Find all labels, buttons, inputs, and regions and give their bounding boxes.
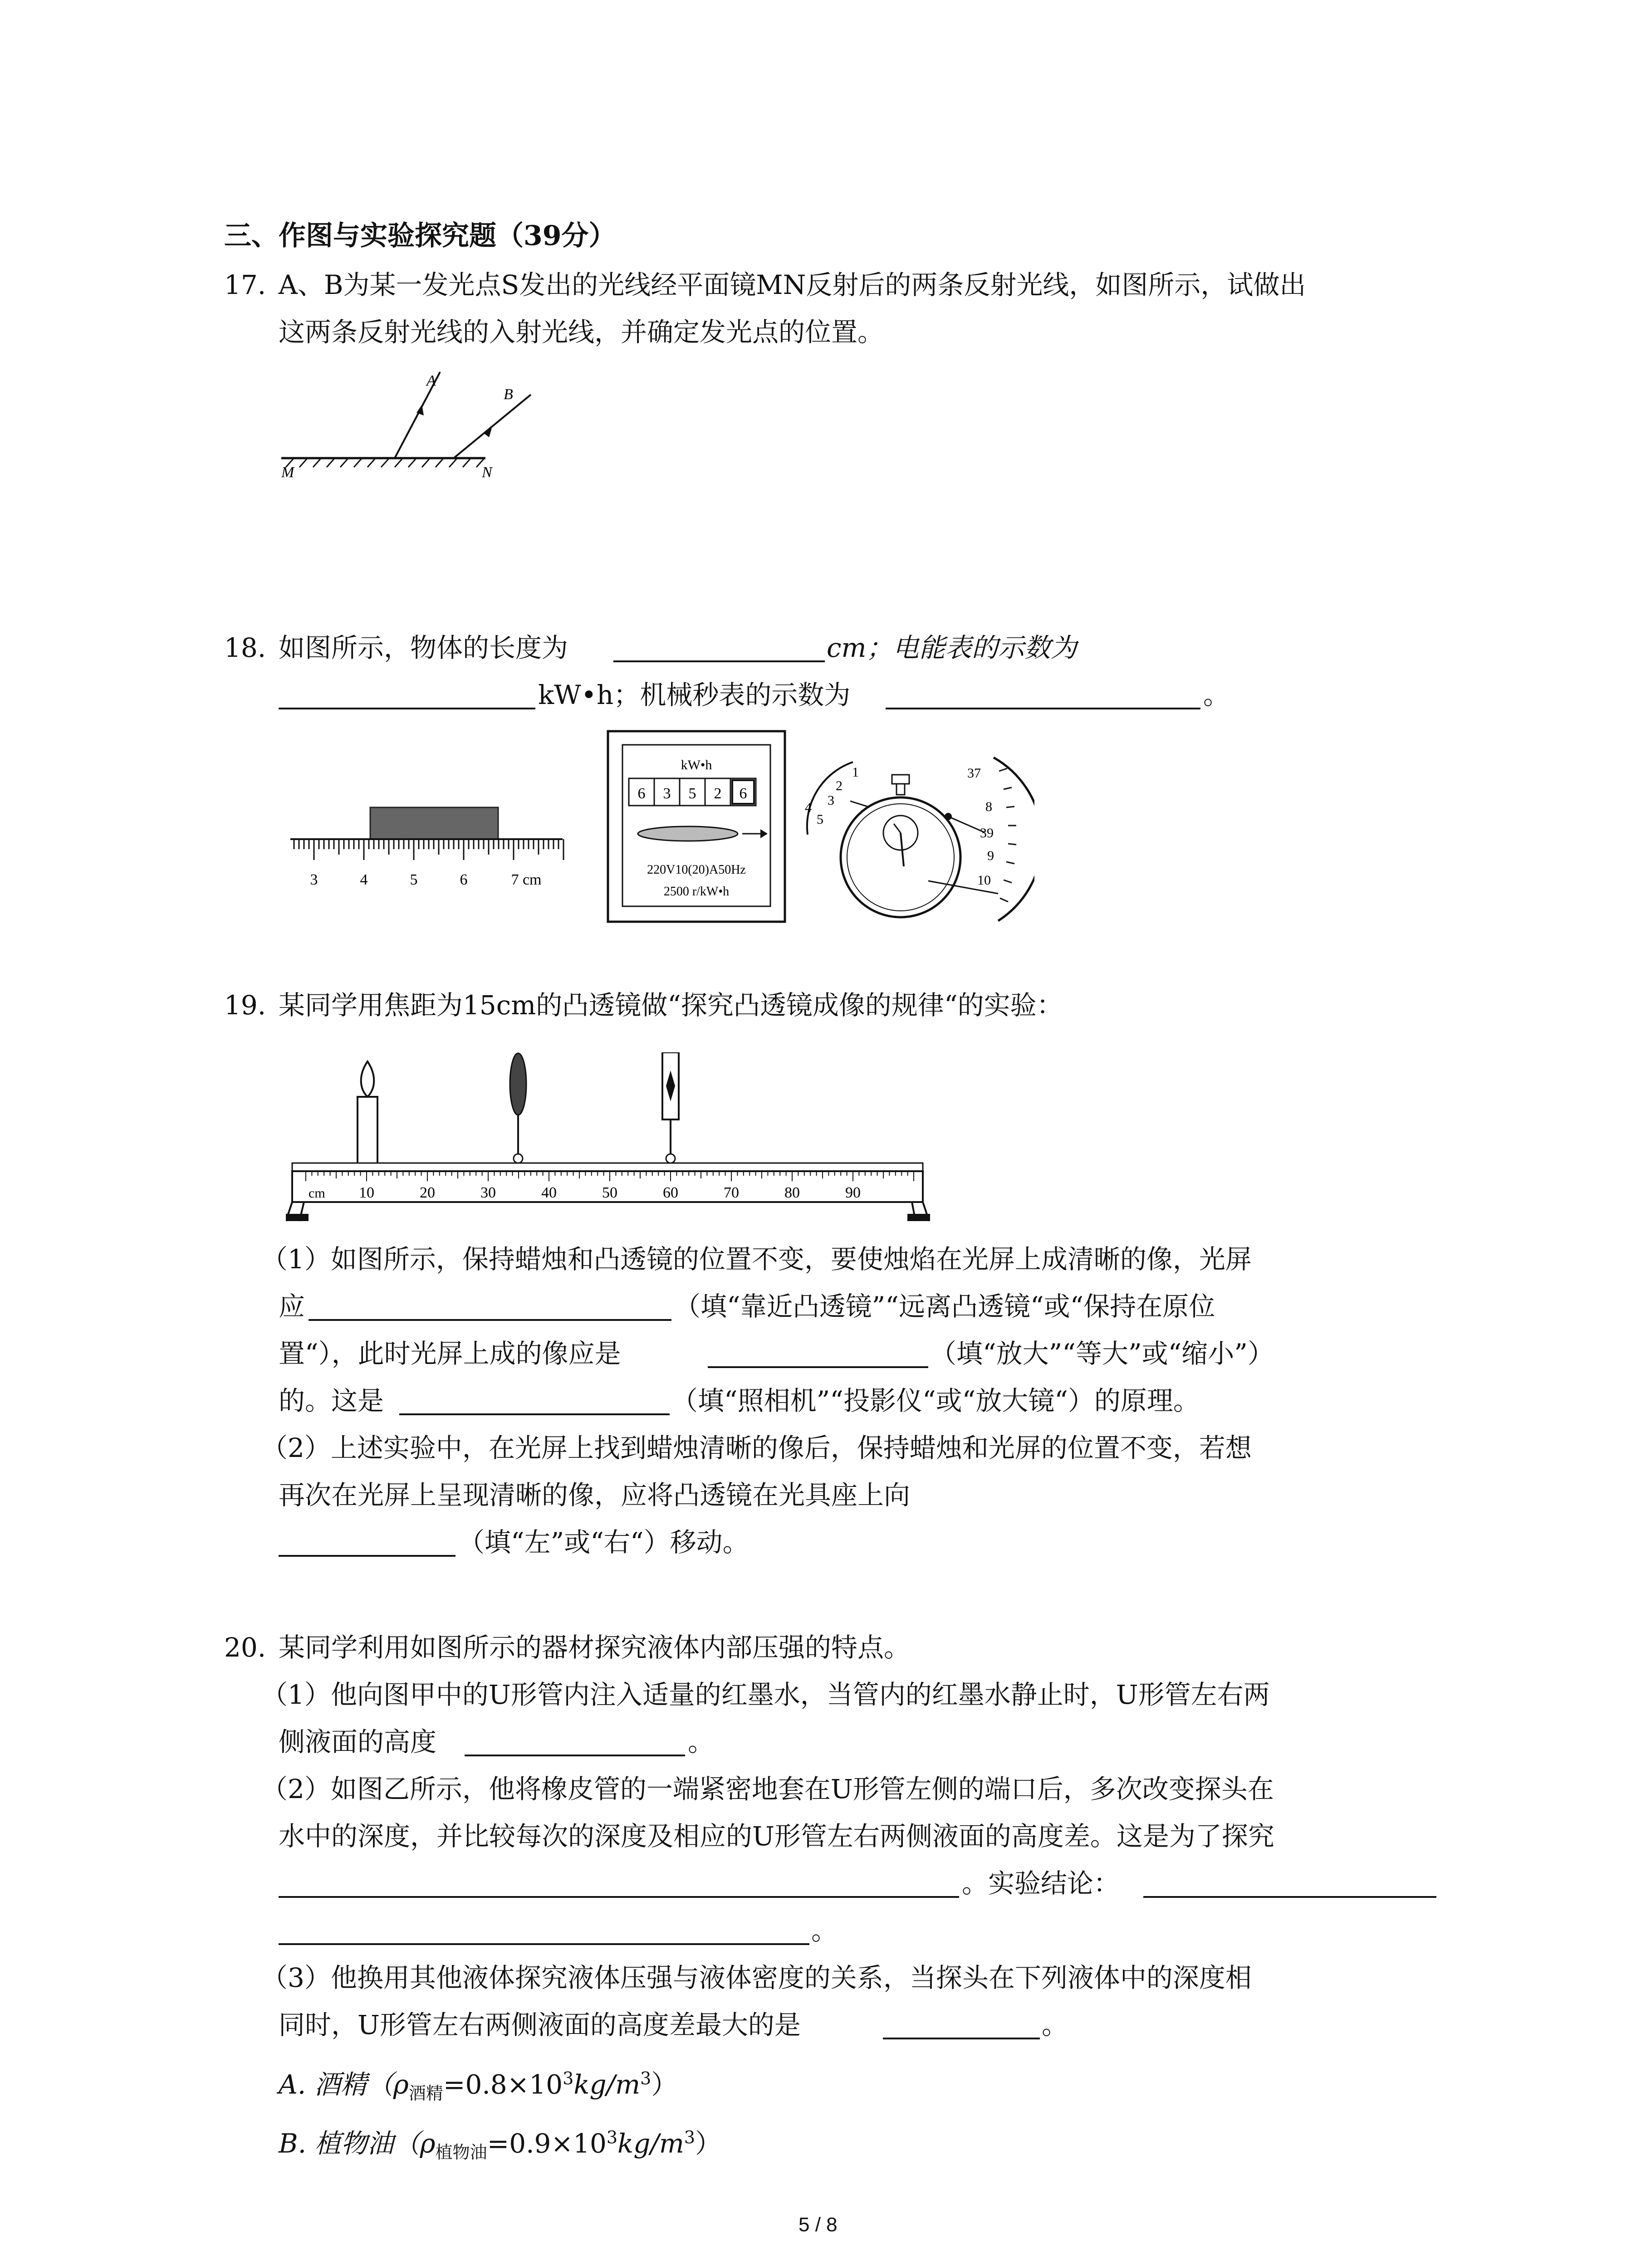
option-b-close: ） xyxy=(695,2128,722,2159)
label-b: B xyxy=(504,386,513,403)
small-dial-2: 2 xyxy=(836,778,843,793)
q18-line1-b: cm；电能表的示数为 xyxy=(827,632,1077,663)
meter-unit: kW•h xyxy=(681,758,712,772)
stopwatch-crown xyxy=(892,775,909,784)
answer-blank-device[interactable] xyxy=(399,1390,670,1415)
q19-p1-line1: （1）如图所示，保持蜡烛和凸透镜的位置不变，要使烛焰在光屏上成清晰的像，光屏 xyxy=(261,1244,1252,1275)
answer-blank-conclusion-2[interactable] xyxy=(279,1920,809,1945)
q20-p1-line2-b: 。 xyxy=(688,1726,715,1757)
option-b-value: =0.9×10 xyxy=(487,2128,607,2159)
q19-p1-line3-a: 置“），此时光屏上成的像应是 xyxy=(279,1338,621,1369)
bench-label-80: 80 xyxy=(784,1184,800,1201)
meter-digit-1: 6 xyxy=(637,785,646,802)
answer-blank-stopwatch[interactable] xyxy=(886,684,1200,709)
ruler-label-3: 3 xyxy=(310,871,318,888)
small-dial-5: 5 xyxy=(817,812,823,827)
q20-p2-line1: （2）如图乙所示，他将橡皮管的一端紧密地套在U形管左侧的端口后，多次改变探头在 xyxy=(261,1774,1274,1804)
big-dial-8: 8 xyxy=(985,799,992,814)
big-dial-10: 10 xyxy=(977,873,991,888)
answer-blank-height[interactable] xyxy=(465,1731,685,1756)
small-dial-4: 4 xyxy=(805,800,812,815)
ruler-label-5: 5 xyxy=(410,871,418,888)
meter-digit-4: 2 xyxy=(714,785,722,802)
bench-label-90: 90 xyxy=(845,1184,861,1201)
bench-label-50: 50 xyxy=(602,1184,617,1201)
answer-blank-image-size[interactable] xyxy=(708,1343,928,1368)
measured-object xyxy=(370,807,498,839)
q20-p2-line2: 水中的深度，并比较每次的深度及相应的U形管左右两侧液面的高度差。这是为了探究 xyxy=(279,1821,1274,1852)
q20-p3-line1: （3）他换用其他液体探究液体压强与液体密度的关系，当探头在下列液体中的深度相 xyxy=(261,1962,1252,1993)
q17-number: 17. xyxy=(224,269,266,300)
answer-blank-conclusion-1[interactable] xyxy=(1143,1872,1436,1898)
q20-p1-line2-a: 侧液面的高度 xyxy=(279,1726,437,1757)
answer-blank-lens-move[interactable] xyxy=(279,1531,456,1557)
answer-blank-max-liquid[interactable] xyxy=(883,2014,1040,2039)
q17-line1: A、B为某一发光点S发出的光线经平面镜MN反射后的两条反射光线，如图所示，试做出 xyxy=(279,269,1306,300)
ruler-label-4: 4 xyxy=(360,871,368,888)
q20-p1-line1: （1）他向图甲中的U形管内注入适量的红墨水，当管内的红墨水静止时，U形管左右两 xyxy=(261,1679,1270,1710)
q19-p1-line3-b: （填“放大”“等大”或“缩小”） xyxy=(930,1338,1274,1369)
option-a-close: ） xyxy=(651,2069,678,2100)
section-title: 三、作图与实验探究题（39分） xyxy=(224,220,616,252)
energy-meter-figure xyxy=(606,729,788,924)
answer-blank-meter[interactable] xyxy=(279,684,535,709)
bench-unit: cm xyxy=(309,1186,325,1201)
q20-p2-line3: 。实验结论： xyxy=(962,1868,1120,1899)
q19-p1-line4-b: （填“照相机”“投影仪“或“放大镜“）的原理。 xyxy=(671,1385,1200,1416)
option-b-sub: 植物油 xyxy=(435,2142,487,2162)
q19-p1-line2-a: 应 xyxy=(279,1291,305,1322)
bench-label-30: 30 xyxy=(480,1184,496,1201)
q20-p3-line2-a: 同时，U形管左右两侧液面的高度差最大的是 xyxy=(279,2009,801,2040)
q19-p1-line2-b: （填“靠近凸透镜”“远离凸透镜“或“保持在原位 xyxy=(674,1291,1215,1322)
q20-p3-line2-b: 。 xyxy=(1042,2009,1068,2040)
option-a-unit: kg/m xyxy=(573,2069,641,2100)
option-a[interactable] xyxy=(279,2064,677,2108)
option-a-sub: 酒精 xyxy=(408,2083,443,2103)
q18-line2-a: kW•h；机械秒表的示数为 xyxy=(538,679,851,710)
q20-p2-line4: 。 xyxy=(811,1915,838,1946)
option-b-exp: 3 xyxy=(606,2127,618,2147)
candle-body xyxy=(358,1097,377,1165)
stopwatch-figure xyxy=(798,744,1034,925)
meter-digit-2: 3 xyxy=(663,785,671,802)
q20-intro: 某同学利用如图所示的器材探究液体内部压强的特点。 xyxy=(279,1632,911,1663)
option-b-unit: kg/m xyxy=(617,2128,684,2159)
q20-number: 20. xyxy=(224,1632,266,1663)
reflected-ray-b xyxy=(454,395,531,458)
candle-flame xyxy=(361,1061,374,1097)
mirror-reflection-figure xyxy=(272,354,554,481)
label-m: M xyxy=(281,464,294,481)
meter-digit-5: 6 xyxy=(739,785,747,802)
option-a-unit-exp: 3 xyxy=(640,2068,652,2088)
q18-number: 18. xyxy=(224,632,266,663)
label-a: A xyxy=(426,372,436,389)
ruler-label-6: 6 xyxy=(460,871,468,888)
q18-line2-b: 。 xyxy=(1203,679,1230,710)
bench-label-70: 70 xyxy=(724,1184,739,1201)
q18-line1-a: 如图所示，物体的长度为 xyxy=(279,632,568,663)
q19-p2-line2: 再次在光屏上呈现清晰的像，应将凸透镜在光具座上向 xyxy=(279,1480,911,1510)
meter-rate: 2500 r/kW•h xyxy=(663,885,730,899)
big-dial-39: 39 xyxy=(980,826,994,841)
answer-blank-purpose[interactable] xyxy=(279,1872,959,1898)
big-dial-37: 37 xyxy=(967,766,981,781)
page-number: 5 / 8 xyxy=(798,2214,838,2236)
bench-label-10: 10 xyxy=(359,1184,374,1201)
meter-digit-3: 5 xyxy=(688,785,696,802)
option-b-label: B. 植物油（ρ xyxy=(279,2128,436,2159)
optical-bench-figure xyxy=(286,1052,948,1225)
small-dial-1: 1 xyxy=(852,765,859,780)
meter-disk xyxy=(638,826,738,841)
meter-spec: 220V10(20)A50Hz xyxy=(647,863,746,877)
option-b-unit-exp: 3 xyxy=(684,2127,696,2147)
q19-p2-line1: （2）上述实验中，在光屏上找到蜡烛清晰的像后，保持蜡烛和光屏的位置不变，若想 xyxy=(261,1432,1252,1463)
convex-lens xyxy=(510,1053,526,1115)
ruler-label-7cm: 7 cm xyxy=(511,871,542,888)
q17-line2: 这两条反射光线的入射光线，并确定发光点的位置。 xyxy=(279,317,884,347)
option-a-value: =0.8×10 xyxy=(443,2069,563,2100)
answer-blank-screen-move[interactable] xyxy=(309,1295,671,1321)
option-a-label: A. 酒精（ρ xyxy=(279,2069,409,2100)
q19-p2-line3: （填“左”或“右“）移动。 xyxy=(458,1527,749,1558)
q19-intro: 某同学用焦距为15cm的凸透镜做“探究凸透镜成像的规律“的实验： xyxy=(279,990,1063,1021)
big-dial-9: 9 xyxy=(987,848,994,863)
answer-blank-length[interactable] xyxy=(613,637,825,662)
q19-number: 19. xyxy=(224,990,266,1021)
option-b[interactable] xyxy=(279,2123,721,2167)
bench-label-20: 20 xyxy=(420,1184,435,1201)
q19-p1-line4-a: 的。这是 xyxy=(279,1385,384,1416)
ruler-figure xyxy=(286,798,576,907)
bench-label-40: 40 xyxy=(541,1184,557,1201)
small-dial-3: 3 xyxy=(828,793,834,808)
bench-label-60: 60 xyxy=(663,1184,678,1201)
label-n: N xyxy=(482,464,492,481)
option-a-exp: 3 xyxy=(563,2068,574,2088)
